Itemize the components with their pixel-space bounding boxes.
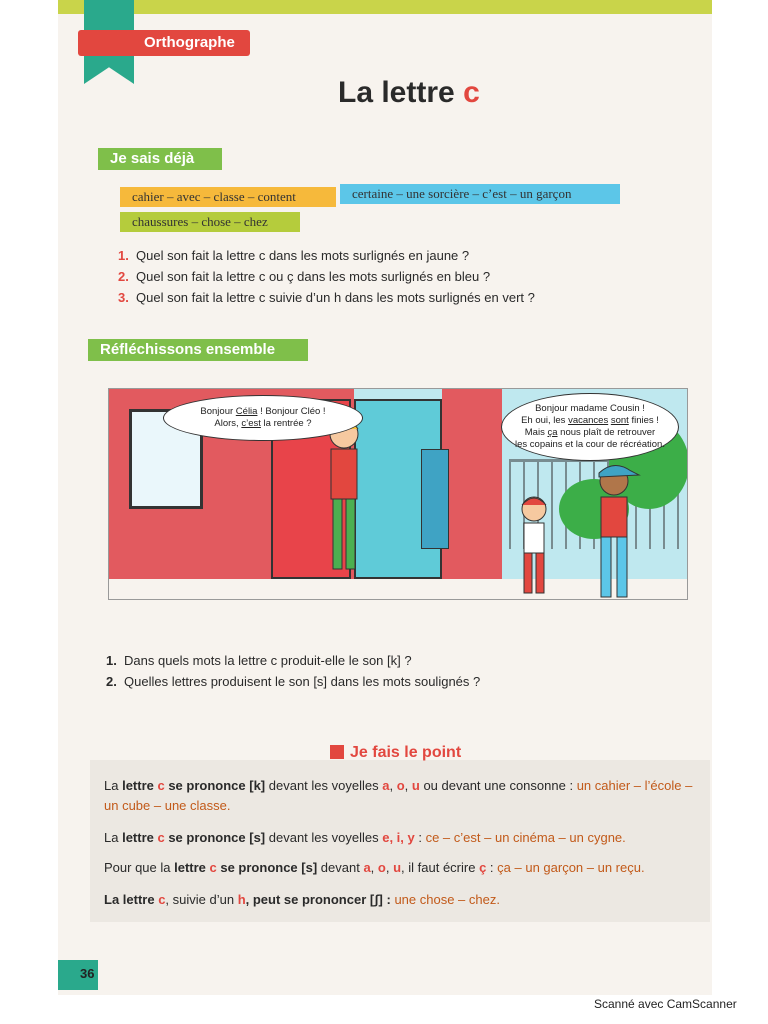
rule-examples: ce – c’est – un cinéma – un cygne.: [425, 830, 626, 845]
rule-bold: lettre: [122, 778, 158, 793]
question-number: 2.: [106, 674, 117, 689]
rule-letter: ç: [479, 860, 487, 875]
je-fais-le-point-title: [330, 744, 461, 762]
question-item: [118, 245, 535, 266]
bubble-line: [200, 406, 325, 418]
title-letter: c: [463, 76, 480, 109]
chip-green: chaussures – chose – chez: [120, 212, 300, 232]
textbook-page: [58, 0, 712, 995]
bubble-text-underlined: vacances: [568, 415, 609, 426]
reflechissons-questions: [106, 650, 480, 692]
question-text: Quel son fait la lettre c suivie d’un h dans les mots surlignés en vert ?: [136, 290, 535, 305]
rule-letter: e, i, y: [382, 830, 415, 845]
bubble-text: la rentrée ?: [260, 418, 312, 429]
rule-k: [104, 776, 704, 816]
rule-text: , suivie d’un: [165, 892, 238, 907]
page-title: [338, 76, 480, 110]
rule-letter: c: [157, 830, 165, 845]
rule-letter: c: [158, 892, 166, 907]
rule-bold: La lettre: [104, 892, 159, 907]
chip-yellow: cahier – avec – classe – content: [120, 187, 336, 207]
bookmark-icon: [330, 745, 344, 759]
bubble-line: les copains et la cour de récréation.: [515, 439, 665, 450]
rule-letter: a: [363, 860, 371, 875]
question-text: Dans quels mots la lettre c produit-elle le son [k] ?: [124, 653, 412, 668]
rule-text: ,: [404, 778, 412, 793]
question-item: [106, 671, 480, 692]
bubble-line: [521, 415, 659, 427]
section-tag: Orthographe: [78, 30, 250, 56]
rule-text: devant les voyelles: [265, 830, 383, 845]
mailboxes: [421, 449, 449, 549]
rule-s: [104, 828, 704, 848]
question-text: Quelles lettres produisent le son [s] dans les mots soulignés ?: [124, 674, 481, 689]
rule-text: devant: [317, 860, 364, 875]
bubble-line: [214, 418, 311, 430]
question-item: [118, 287, 535, 308]
bubble-text: Mais: [524, 427, 548, 438]
rule-letter: c: [157, 778, 165, 793]
bubble-text-underlined: Célia: [235, 406, 258, 417]
rule-text: Pour que la: [104, 860, 175, 875]
question-number: 2.: [118, 269, 129, 284]
bubble-line: [525, 427, 655, 439]
rule-bold: lettre: [174, 860, 210, 875]
bubble-text: Eh oui, les: [521, 415, 569, 426]
question-text: Quel son fait la lettre c dans les mots surlignés en jaune ?: [136, 248, 470, 263]
rule-letter: u: [411, 778, 420, 793]
question-number: 1.: [106, 653, 117, 668]
boy-figure: [579, 459, 649, 600]
chip-blue: certaine – une sorcière – c’est – un garçon: [340, 184, 620, 204]
rule-letter: a: [382, 778, 390, 793]
rule-letter: o: [377, 860, 386, 875]
rule-examples: un cahier – l’école – un cube – une classe.: [104, 778, 693, 813]
bubble-line: Bonjour madame Cousin !: [535, 403, 645, 414]
girl-figure: [504, 489, 564, 599]
rule-text: , il faut écrire: [401, 860, 480, 875]
bubble-text: Alors,: [214, 418, 242, 429]
rule-letter: h: [237, 892, 246, 907]
rule-text: La: [104, 830, 123, 845]
title-text: La lettre: [338, 76, 455, 109]
question-number: 1.: [118, 248, 129, 263]
rule-bold: , peut se prononcer [ʃ] :: [245, 892, 395, 907]
rule-text: ,: [370, 860, 378, 875]
rule-text: :: [414, 830, 426, 845]
speech-bubble-children: [501, 393, 679, 461]
speech-bubble-teacher: [163, 395, 363, 441]
rule-letter: u: [393, 860, 402, 875]
je-sais-deja-tag: Je sais déjà: [98, 148, 222, 170]
bubble-text: ! Bonjour Cléo !: [257, 406, 326, 417]
point-title-text: Je fais le point: [350, 744, 462, 761]
rule-ch: [104, 890, 704, 910]
rule-examples: une chose – chez.: [394, 892, 500, 907]
rule-examples: ça – un garçon – un reçu.: [497, 860, 645, 875]
rule-bold: se prononce [k]: [164, 778, 266, 793]
rule-bold: se prononce [s]: [216, 860, 318, 875]
bubble-text-underlined: ça: [547, 427, 558, 438]
page-number: 36: [80, 966, 95, 981]
bubble-text: finies !: [628, 415, 659, 426]
bubble-text-underlined: sont: [610, 415, 629, 426]
rule-bold: se prononce [s]: [164, 830, 266, 845]
rule-bold: lettre: [122, 830, 158, 845]
bubble-text: nous plaît de retrouver: [557, 427, 656, 438]
je-sais-questions: [118, 245, 535, 308]
rule-text: devant les voyelles: [265, 778, 383, 793]
rule-cedilla: [104, 858, 704, 878]
question-item: [118, 266, 535, 287]
scanner-watermark: Scanné avec CamScanner: [594, 997, 737, 1011]
page-number-tab: [58, 960, 98, 990]
reflechissons-tag: Réfléchissons ensemble: [88, 339, 308, 361]
rule-letter: c: [209, 860, 217, 875]
question-number: 3.: [118, 290, 129, 305]
rule-text: ,: [385, 860, 394, 875]
bubble-text-underlined: c’est: [241, 418, 261, 429]
top-stripe: [58, 0, 712, 14]
rule-text: ou devant une consonne :: [419, 778, 577, 793]
red-wall-right: [442, 389, 502, 579]
rule-letter: o: [396, 778, 405, 793]
bubble-text: Bonjour: [200, 406, 236, 417]
rule-text: La: [104, 778, 123, 793]
question-text: Quel son fait la lettre c ou ç dans les mots surlignés en bleu ?: [136, 269, 491, 284]
rule-text: ,: [389, 778, 397, 793]
rule-text: :: [486, 860, 498, 875]
question-item: [106, 650, 480, 671]
